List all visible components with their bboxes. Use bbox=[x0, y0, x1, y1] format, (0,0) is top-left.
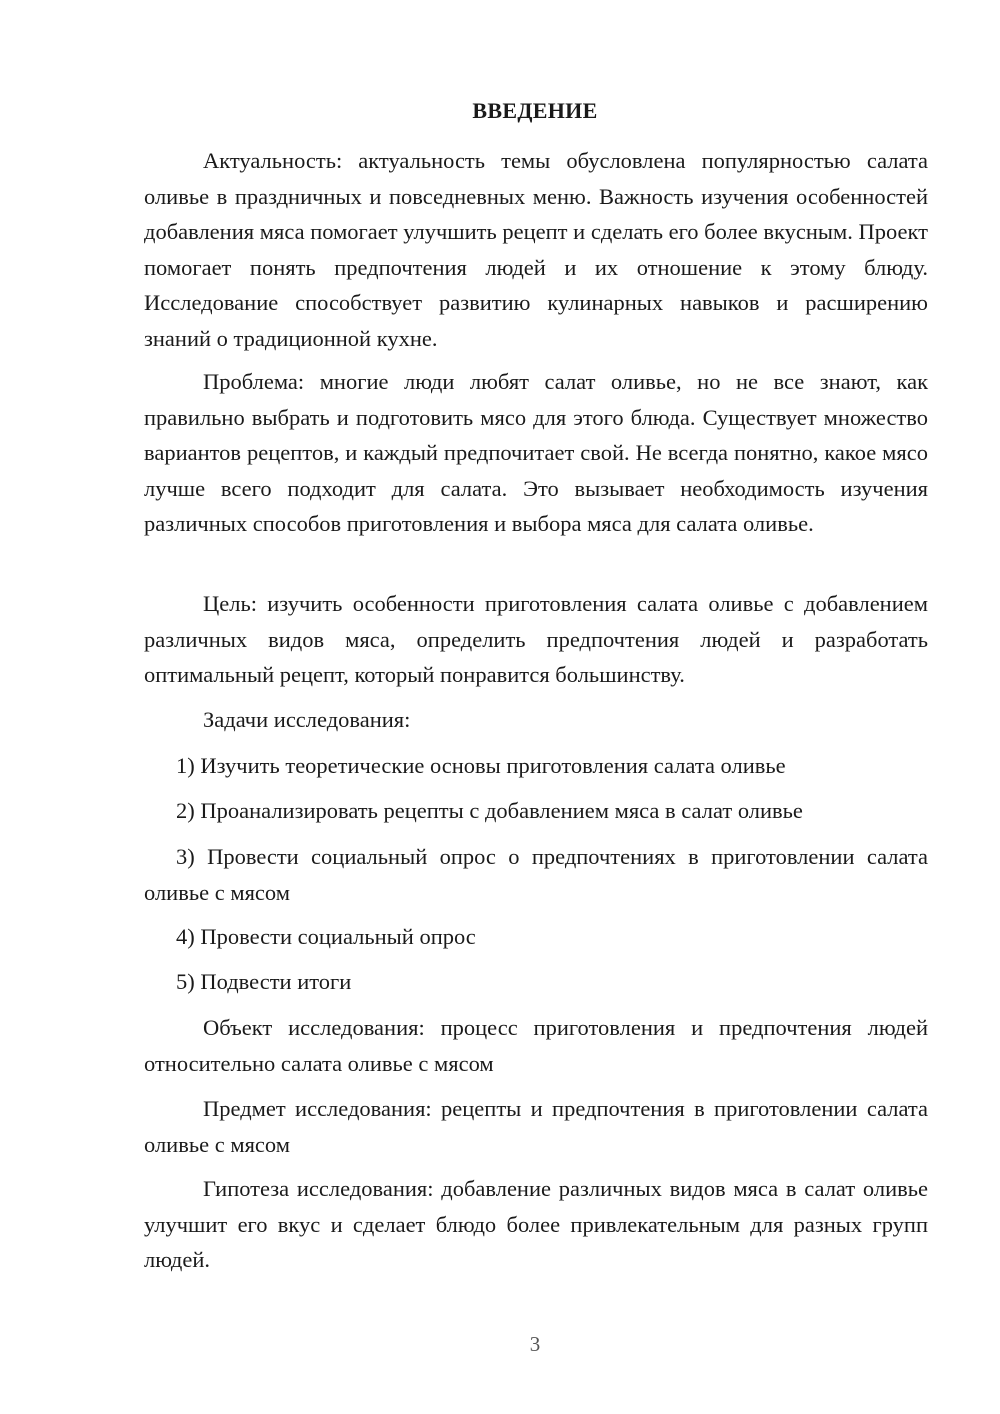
task-item-5: 5) Подвести итоги bbox=[176, 969, 352, 994]
task-item-3: 3) Провести социальный опрос о предпочтениях в приготовлении салата оливье с мясом bbox=[144, 844, 928, 905]
paragraph-goal: Цель: изучить особенности приготовления салата оливье с добавлением различных видов мяса, определить предпочтения людей и разработать оптимальный рецепт, который понравится большинству. bbox=[144, 591, 928, 687]
paragraph-relevance: Актуальность: актуальность темы обусловлена популярностью салата оливье в праздничных и повседневных меню. Важность изучения особенностей добавления мяса помогает улучшить рецепт и сделать его более вкусным. Проект помогает понять предпочтения людей и их отношение к этому блюду. Исследование способствует развитию кулинарных навыков и расширению знаний о традиционной кухне. bbox=[144, 148, 928, 351]
page-number: 3 bbox=[529, 1332, 541, 1356]
task-item-1: 1) Изучить теоретические основы приготовления салата оливье bbox=[176, 753, 786, 778]
paragraph-problem: Проблема: многие люди любят салат оливье, но не все знают, как правильно выбрать и подготовить мясо для этого блюда. Существует множество вариантов рецептов, и каждый предпочитает свой. Не всегда понятно, какое мясо лучше всего подходит для салата. Это вызывает необходимость изучения различных способов приготовления и выбора мяса для салата оливье. bbox=[144, 369, 928, 536]
task-item-4: 4) Провести социальный опрос bbox=[176, 924, 476, 949]
task-item-2: 2) Проанализировать рецепты с добавлением мяса в салат оливье bbox=[176, 798, 803, 823]
paragraph-hypothesis: Гипотеза исследования: добавление различных видов мяса в салат оливье улучшит его вкус и сделает блюдо более привлекательным для разных групп людей. bbox=[144, 1176, 928, 1272]
paragraph-subject: Предмет исследования: рецепты и предпочтения в приготовлении салата оливье с мясом bbox=[144, 1096, 928, 1157]
tasks-heading: Задачи исследования: bbox=[203, 707, 411, 732]
paragraph-object: Объект исследования: процесс приготовления и предпочтения людей относительно салата оливье с мясом bbox=[144, 1015, 928, 1076]
page-title: ВВЕДЕНИЕ bbox=[472, 98, 598, 123]
